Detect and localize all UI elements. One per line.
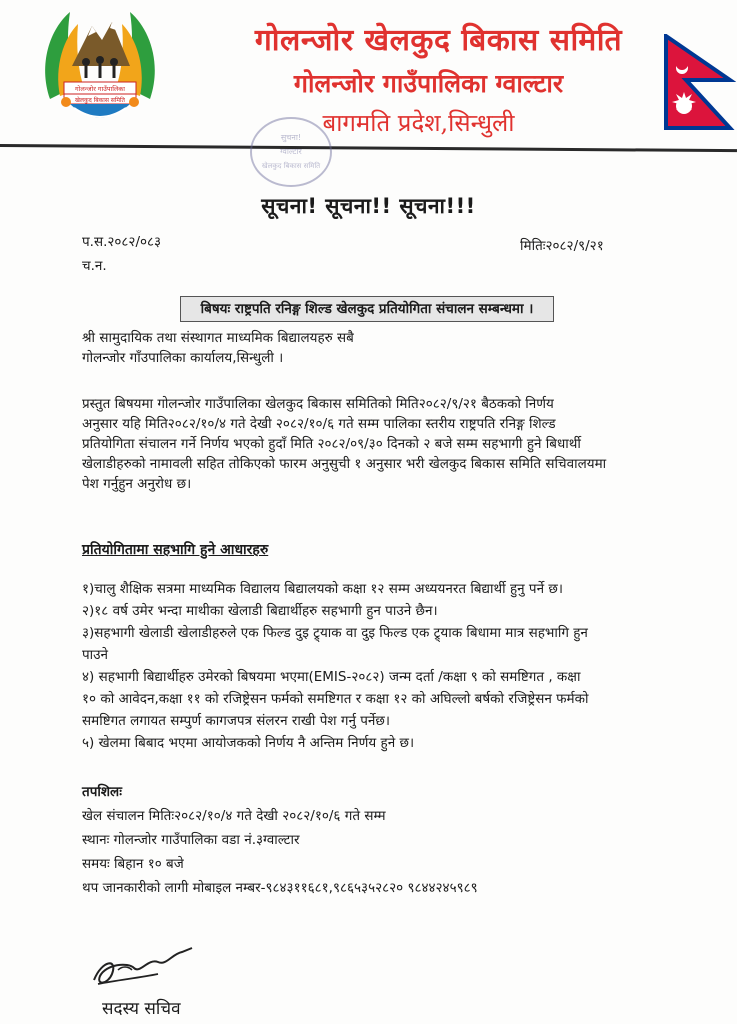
letterhead-municipality: गोलन्जोर गाउँपालिका ग्वाल्टार (293, 69, 564, 98)
logo-text-1: गोलन्जोर गाउँपालिका (75, 85, 125, 93)
office-stamp (246, 112, 336, 192)
subject-line: बिषयः राष्ट्रपति रनिङ्ग शिल्ड खेलकुद प्रतियोगिता संचालन सम्बन्धमा । (180, 296, 554, 322)
letterhead-divider (0, 144, 737, 152)
addressee-line: गोलन्जोर गाँउपालिका कार्यालय,सिन्धुली । (82, 350, 284, 366)
section-heading: प्रतियोगितामा सहभागि हुने आधारहरु (82, 542, 269, 558)
body-line: खेलाडीहरुको नामावली सहित तोकिएको फारम अनुसुची १ अनुसार भरी खेलकुद बिकास समिति सचिवालयमा (82, 456, 607, 472)
details-list (82, 804, 478, 900)
chalani-number: च.न. (82, 258, 107, 274)
body-line: प्रस्तुत बिषयमा गोलन्जोर गाउँपालिका खेलकुद बिकास समितिको मिति२०८२/९/२१ बैठकको निर्णय (82, 396, 554, 412)
rules-list (82, 578, 682, 754)
details-item: थप जानकारीको लागी मोबाइल नम्बर-९८४३११६८१,९८६५३५२८२० ९८४४२४५९८९ (82, 880, 478, 896)
signature-title: सदस्य सचिव (102, 999, 181, 1019)
stamp-text-1: सुचना! (280, 133, 302, 142)
nepal-flag-icon (664, 34, 736, 130)
details-item: समयः बिहान १० बजे (82, 856, 184, 872)
details-item: स्थानः गोलन्जोर गाउँपालिका वडा नं.३ग्वाल्टार (82, 832, 300, 848)
body-paragraph (82, 394, 672, 494)
notice-title: सूचना! सूचना!! सूचना!!! (261, 194, 476, 218)
letterhead-committee-name: गोलन्जोर खेलकुद बिकास समिति (254, 23, 623, 58)
handwritten-signature (88, 940, 198, 998)
body-line: प्रतियोगिता संचालन गर्ने निर्णय भएको हुदाँ मिति २०८२/०९/३० दिनको २ बजे सम्म सहभागी हुने बिधार्थी (82, 436, 581, 452)
rule-item: पाउने (82, 647, 109, 663)
rule-item: १)चालु शैक्षिक सत्रमा माध्यमिक विद्यालय बिद्यालयको कक्षा १२ सम्म अध्ययनरत बिद्यार्थी हुनु पर्ने छ। (82, 581, 563, 597)
stamp-text-2: ग्वाल्टार (280, 147, 302, 156)
letterhead-province: बागमति प्रदेश,सिन्धुली (322, 109, 515, 137)
rule-item: १० को आवेदन,कक्षा ११ को रजिष्ट्रेसन फर्मको समष्टिगत र कक्षा १२ को अघिल्लो बर्षको रजिष्ट्रेसन फर्मको (82, 691, 589, 707)
body-line: अनुसार यहि मिति२०८२/१०/४ गते देखी २०८२/१०/६ गते सम्म पालिका स्तरीय राष्ट्रपति रनिङ्ग शिल्ड (82, 416, 556, 432)
rule-item: २)१८ वर्ष उमेर भन्दा माथीका खेलाडी बिद्यार्थीहरु सहभागी हुन पाउने छैन। (82, 603, 438, 619)
stamp-text-3: खेलकुद बिकास समिति (261, 162, 321, 170)
rule-item: ४) सहभागी बिद्यार्थीहरु उमेरको बिषयमा भएमा(EMIS-२०८२) जन्म दर्ता /कक्षा ९ को समष्टिगत , कक्षा (82, 669, 581, 685)
rule-item: ३)सहभागी खेलाडी खेलाडीहरुले एक फिल्ड दुइ ट्र्याक वा दुइ फिल्ड एक ट्र्याक बिधामा मात्र सहभागि हुन (82, 625, 588, 641)
reference-number: प.स.२०८२/०८३ (82, 234, 162, 250)
body-line: पेश गर्नुहुन अनुरोध छ। (82, 476, 192, 492)
letter-date: मितिः२०८२/९/२१ (520, 238, 604, 254)
logo-text-2: खेलकुद बिकास समिति (75, 97, 125, 104)
details-heading: तपशिलः (82, 784, 122, 800)
details-item: खेल संचालन मितिः२०८२/१०/४ गते देखी २०८२/१०/६ गते सम्म (82, 808, 386, 824)
addressee-block (82, 328, 354, 368)
rule-item: ५) खेलमा बिबाद भएमा आयोजकको निर्णय नै अन्तिम निर्णय हुने छ। (82, 735, 415, 751)
rule-item: समष्टिगत लगायत सम्पुर्ण कागजपत्र संलरन राखी पेश गर्नु पर्नेछ। (82, 713, 390, 729)
addressee-line: श्री सामुदायिक तथा संस्थागत माध्यमिक बिद्यालयहरु सबै (82, 330, 354, 346)
